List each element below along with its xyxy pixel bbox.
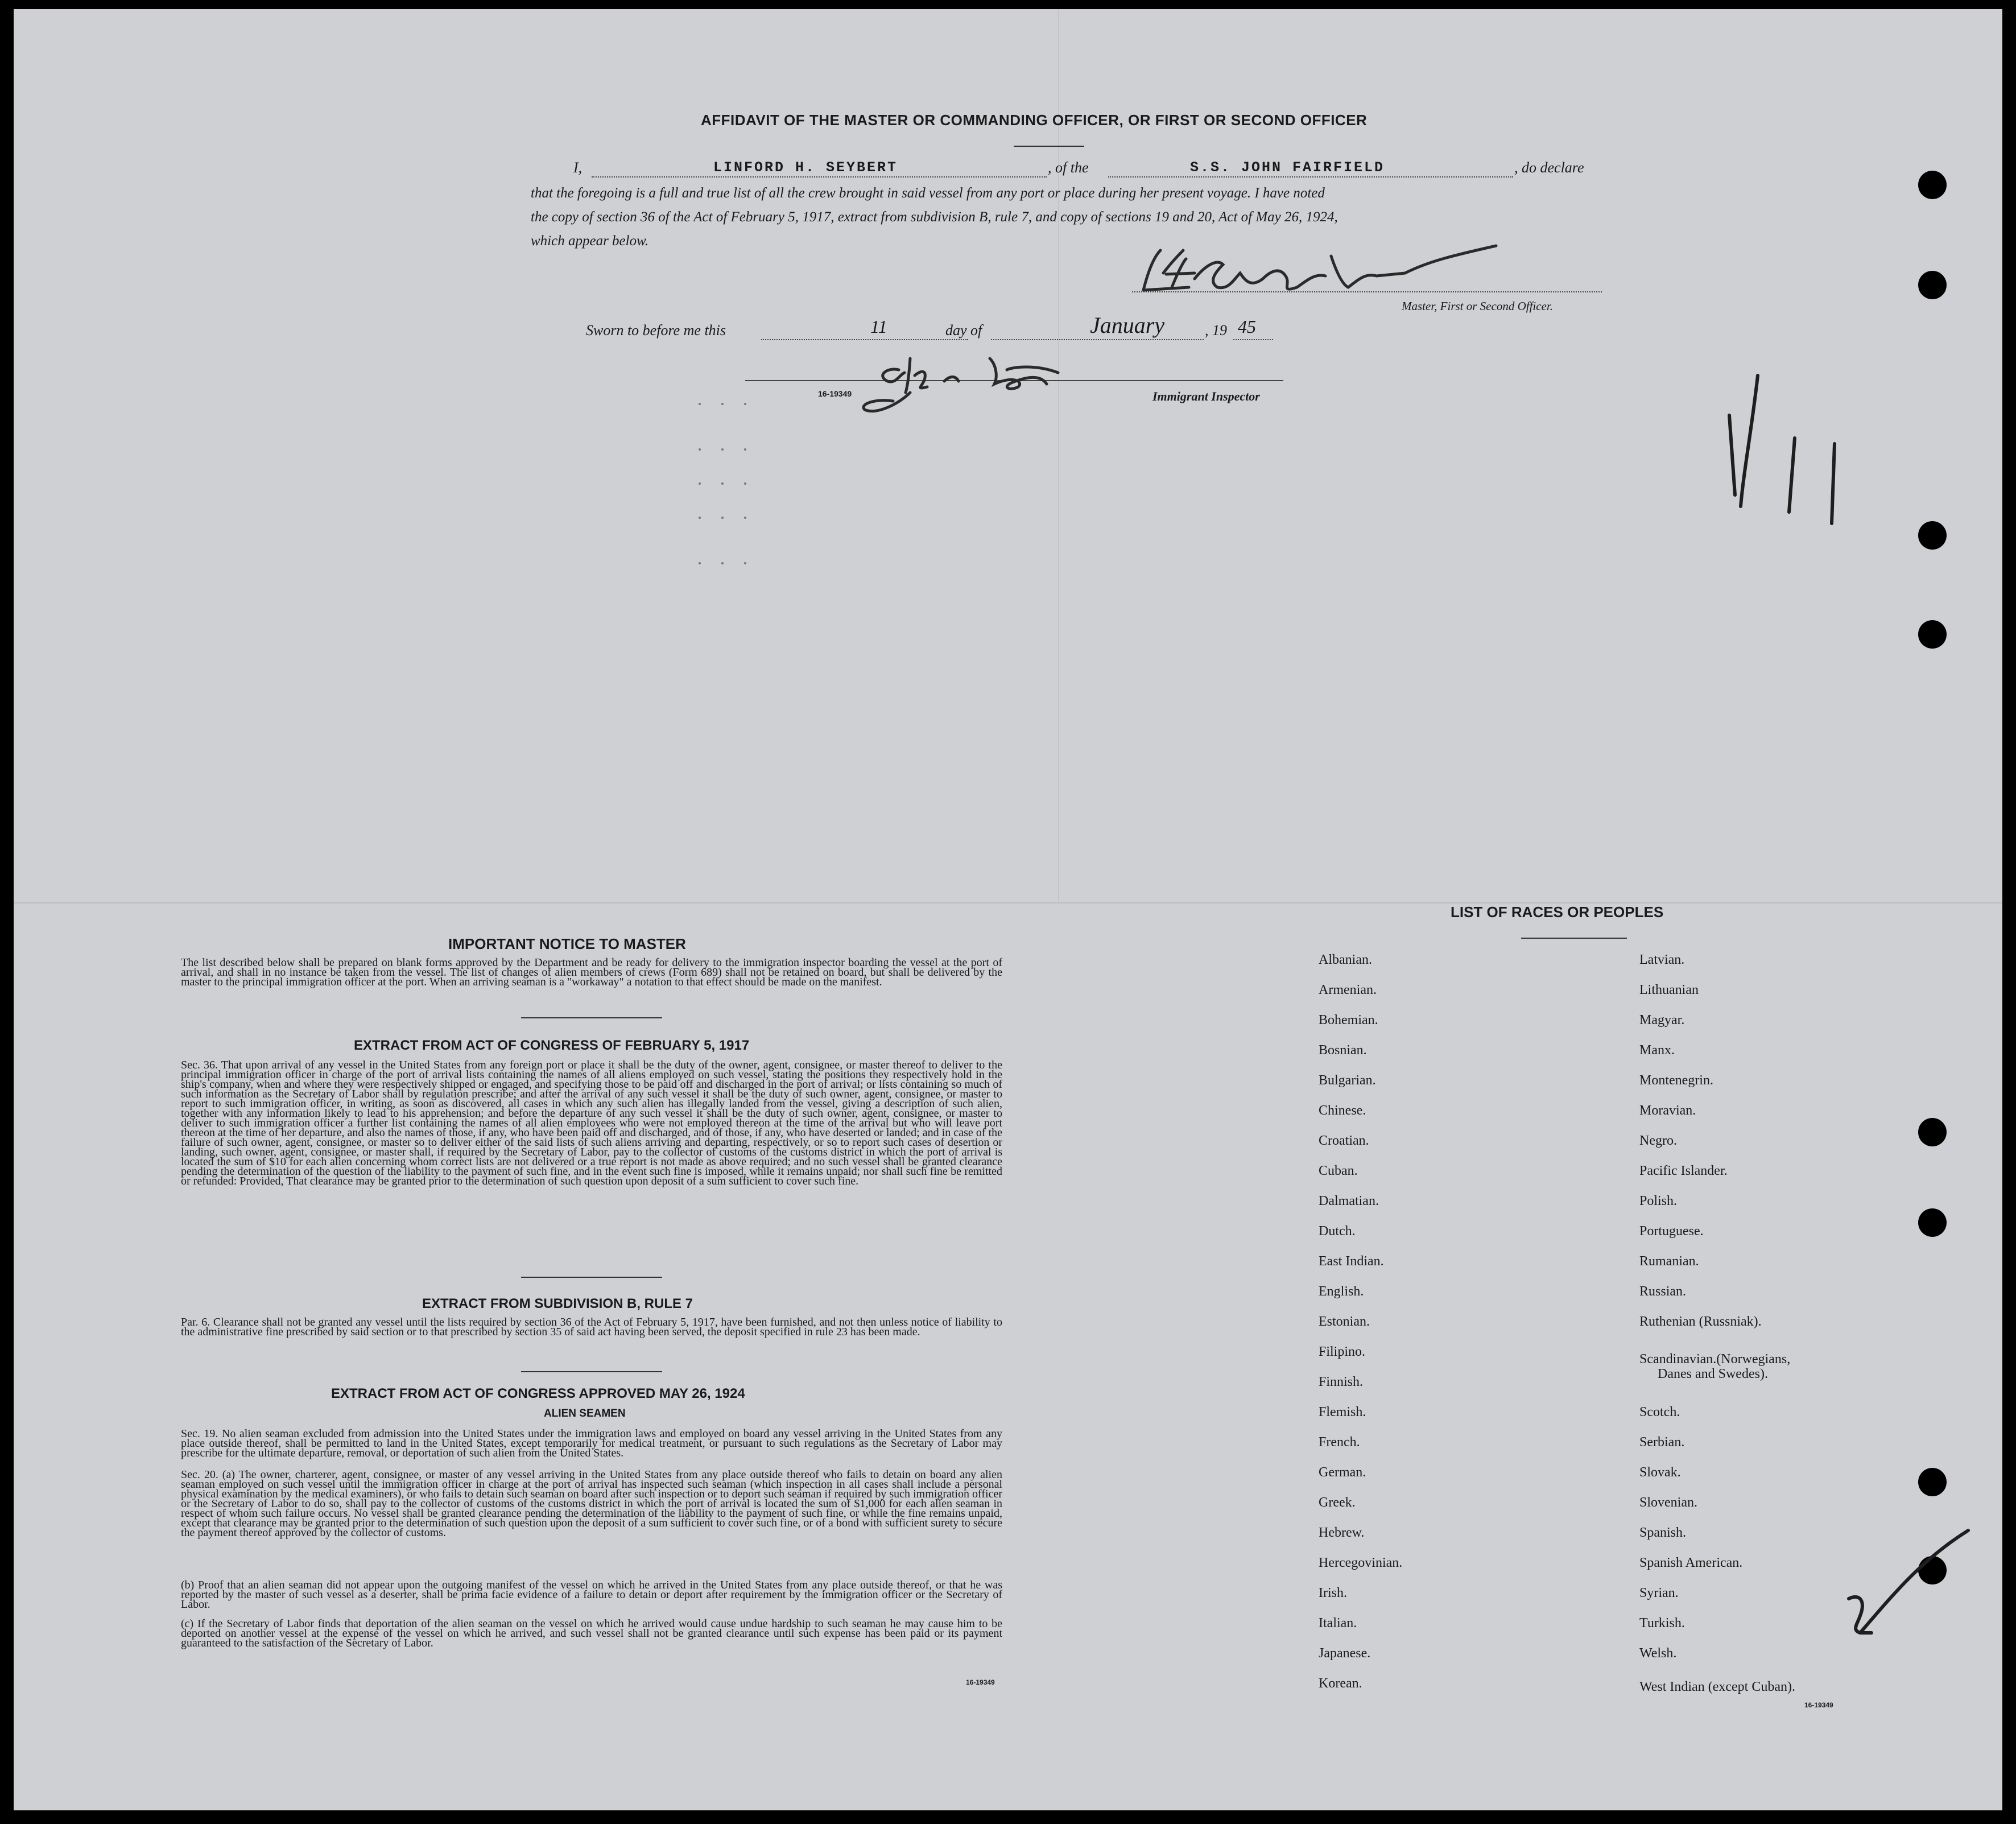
do-declare-label: , do declare: [1514, 159, 1584, 176]
binder-hole: [1918, 521, 1947, 550]
notice-title: IMPORTANT NOTICE TO MASTER: [448, 935, 686, 952]
race-item: Spanish American.: [1639, 1555, 1743, 1570]
sec20c-text: (c) If the Secretary of Labor finds that deportation of the alien seaman on the vessel on which he arrived would cause undue hardship to such seaman he may cause him to be deported on another vessel at the expense of the vessel on which he arrived, and such vessel shall not be granted clearance until such expense has been paid or its payment guaranteed to the satisfaction of the Secretary of Labor.: [181, 1617, 1002, 1649]
fold-line-vertical: [1058, 9, 1059, 902]
year-value: 45: [1238, 316, 1256, 337]
divider: [521, 1277, 662, 1278]
race-item: Pacific Islander.: [1639, 1163, 1728, 1178]
race-item: Lithuanian: [1639, 983, 1699, 997]
race-item: Filipino.: [1319, 1344, 1366, 1359]
race-item: Estonian.: [1319, 1314, 1370, 1329]
affidavit-line4: which appear below.: [531, 233, 649, 249]
binder-hole: [1918, 1468, 1947, 1496]
race-item: Hebrew.: [1319, 1525, 1365, 1540]
binder-hole: [1918, 271, 1947, 299]
inspector-signature: [842, 341, 1069, 421]
extract1-title: EXTRACT FROM ACT OF CONGRESS OF FEBRUARY 5, 1917: [354, 1038, 750, 1053]
race-item: Syrian.: [1639, 1586, 1679, 1600]
affidavit-form-number: 16-19349: [818, 389, 852, 398]
race-item: Montenegrin.: [1639, 1073, 1713, 1088]
races-title-underline: [1521, 938, 1627, 939]
race-item: Danes and Swedes).: [1658, 1367, 1768, 1381]
race-item: Latvian.: [1639, 952, 1685, 967]
binder-hole: [1918, 1118, 1947, 1146]
race-item: Hercegovinian.: [1319, 1555, 1403, 1570]
race-item: Rumanian.: [1639, 1254, 1699, 1269]
race-item: Japanese.: [1319, 1646, 1371, 1661]
race-item: Italian.: [1319, 1616, 1357, 1631]
race-item: Dalmatian.: [1319, 1194, 1379, 1208]
races-title: LIST OF RACES OR PEOPLES: [1451, 903, 1664, 921]
race-item: Manx.: [1639, 1043, 1675, 1058]
margin-annotation: [1718, 370, 1866, 540]
race-item: Moravian.: [1639, 1103, 1696, 1118]
race-item: Slovak.: [1639, 1465, 1681, 1480]
race-item: East Indian.: [1319, 1254, 1384, 1269]
race-item: Chinese.: [1319, 1103, 1366, 1118]
inspector-caption: Immigrant Inspector: [1152, 389, 1260, 403]
of-the-label: , of the: [1048, 159, 1089, 176]
race-item: Dutch.: [1319, 1224, 1356, 1239]
extract3-title: EXTRACT FROM ACT OF CONGRESS APPROVED MAY 26, 1924: [331, 1386, 745, 1401]
race-item: Turkish.: [1639, 1616, 1685, 1631]
race-item: Flemish.: [1319, 1405, 1366, 1419]
day-field: [761, 322, 968, 340]
race-item: Albanian.: [1319, 952, 1372, 967]
race-item: Welsh.: [1639, 1646, 1677, 1661]
check-mark: [1837, 1525, 1974, 1639]
race-item: Scandinavian.(Norwegians,: [1639, 1352, 1791, 1367]
race-item: Bosnian.: [1319, 1043, 1367, 1058]
affidavit-title: AFFIDAVIT OF THE MASTER OR COMMANDING OFFICER, OR FIRST OR SECOND OFFICER: [701, 112, 1368, 129]
race-item: English.: [1319, 1284, 1364, 1299]
binder-hole: [1918, 1208, 1947, 1237]
race-item: Serbian.: [1639, 1435, 1685, 1450]
race-item: Korean.: [1319, 1676, 1362, 1691]
affidavit-line1: [573, 159, 1597, 180]
officer-name: LINFORD H. SEYBERT: [713, 159, 898, 176]
day-of-label: day of: [945, 322, 982, 339]
master-caption: Master, First or Second Officer.: [1402, 299, 1553, 313]
race-item: Ruthenian (Russniak).: [1639, 1314, 1762, 1329]
day-value: 11: [870, 316, 887, 337]
title-underline: [1014, 146, 1084, 147]
extract2-body: Par. 6. Clearance shall not be granted any vessel until the lists required by section 36 of the Act of February 5, 1917, have been furnished, and not then unless notice of liability to the administrative fine prescribed by said section or to that prescribed by section 35 of said act having been served, the deposit specified in rule 23 has been made.: [181, 1316, 1002, 1338]
fold-line-horizontal: [14, 902, 2002, 903]
sec20a-text: Sec. 20. (a) The owner, charterer, agent, consignee, or master of any vessel arriving in the United States from any place outside thereof who fails to detain on board any alien seaman employed on such vessel until the immigration officer in charge at the port of arrival has inspected such seaman (which inspection in all cases shall include a personal physical examination by the medical examiners), or who fails to detain such seaman on board after such inspection or to deport such seaman if required by such immigration officer or the Secretary of Labor to do so, shall pay to the collector of customs of the customs district in which the port of arrival is located the sum of $1,000 for each alien seaman in respect of whom such failure occurs. No vessel shall be granted clearance pending the determination of the liability to the payment of such fine, or while the fine remains unpaid, except that clearance may be granted prior to the determination of such question upon the deposit of a sum sufficient to cover such fine, or of a bond with sufficient surety to secure the payment thereof approved by the collector of customs.: [181, 1468, 1002, 1539]
race-item: German.: [1319, 1465, 1366, 1480]
affidavit-line2: that the foregoing is a full and true list of all the crew brought in said vessel from any port or place during her present voyage. I have noted: [531, 185, 1325, 201]
race-item: Spanish.: [1639, 1525, 1687, 1540]
divider: [521, 1371, 662, 1372]
month-value: January: [1090, 312, 1165, 338]
race-item: Polish.: [1639, 1194, 1678, 1208]
sec20b-text: (b) Proof that an alien seaman did not appear upon the outgoing manifest of the vessel on which he arrived in the United States from any place outside thereof, or that he was reported by the master of such vessel as a deserter, shall be prima facie evidence of a failure to detain or deport after requirement by the immigration officer or the Secretary of Labor.: [181, 1579, 1002, 1611]
race-item: Slovenian.: [1639, 1495, 1697, 1510]
races-form-number: 16-19349: [1804, 1701, 1833, 1709]
race-item: Croatian.: [1319, 1133, 1369, 1148]
affidavit-line3: the copy of section 36 of the Act of February 5, 1917, extract from subdivision B, rule 7, and copy of sections 19 and 20, Act of May 26, 1924,: [531, 209, 1338, 225]
faint-dot-pattern: [688, 398, 757, 580]
notice-form-number: 16-19349: [966, 1678, 995, 1686]
race-item: Cuban.: [1319, 1163, 1358, 1178]
race-item: West Indian (except Cuban).: [1639, 1679, 1795, 1694]
race-item: Finnish.: [1319, 1375, 1364, 1389]
year-prefix: , 19: [1205, 322, 1227, 339]
race-item: French.: [1319, 1435, 1360, 1450]
sworn-prefix: Sworn to before me this: [586, 322, 726, 339]
race-item: Negro.: [1639, 1133, 1677, 1148]
race-item: Scotch.: [1639, 1405, 1680, 1419]
vessel-name: S.S. JOHN FAIRFIELD: [1190, 159, 1385, 176]
document-page: [14, 9, 2002, 1810]
race-item: Bulgarian.: [1319, 1073, 1376, 1088]
extract1-body: Sec. 36. That upon arrival of any vessel in the United States from any foreign port or place it shall be the duty of the owner, agent, consignee, or master thereof to deliver to the principal immigration officer in charge of the port of arrival lists containing the names of all aliens employed on such vessel, stating the positions they respectively hold in the ship's company, when and where they were respectively shipped or engaged, and specifying those to be paid off and discharged in the port of arrival; or lists containing so much of such information as the Secretary of Labor shall by regulation prescribe; and after the arrival of any such vessel it shall be the duty of such owner, agent, consignee, or master to report to such immigration officer, in writing, as soon as discovered, all cases in which any such alien has illegally landed from the vessel, giving a description of such alien, together with any information likely to lead to his apprehension; and before the departure of any such vessel it shall be the duty of such owner, agent, consignee, or master to deliver to such immigration officer a further list containing the names of all alien employees who were not employed thereon at the time of the arrival but who will leave port thereon at the time of her departure, and also the names of those, if any, who have been paid off and discharged, and of those, if any, who have deserted or landed; and in case of the failure of such owner, agent, consignee, or master so to deliver either of the said lists of such aliens arriving and departing, respectively, or so to report such cases of desertion or landing, such owner, agent, consignee, or master shall, if required by the Secretary of Labor, pay to the collector of customs of the customs district in which the port of arrival is located the sum of $10 for each alien concerning whom correct lists are not delivered or a true report is not made as above required; and no such vessel shall be granted clearance pending the determination of the question of the liability to the payment of such fine, and in the event such fine is imposed, while it remains unpaid; nor shall such fine be remitted or refunded: Provided, That clearance may be granted prior to the determination of such question upon deposit of a sum sufficient to cover such fine.: [181, 1059, 1002, 1187]
race-item: Russian.: [1639, 1284, 1687, 1299]
race-item: Portuguese.: [1639, 1224, 1704, 1239]
extract3-subtitle: ALIEN SEAMEN: [544, 1408, 626, 1419]
i-prefix: I,: [573, 159, 583, 176]
race-item: Greek.: [1319, 1495, 1356, 1510]
notice-body: The list described below shall be prepared on blank forms approved by the Department and be ready for delivery to the immigration inspector boarding the vessel at the port of arrival, and shall in no instance be taken from the vessel. The list of changes of alien members of crews (Form 689) shall not be retained on board, but shall be delivered by the master to the principal immigration officer at the port. When an arriving seaman is a "workaway" a notation to that effect should be made on the manifest.: [181, 956, 1002, 988]
race-item: Armenian.: [1319, 983, 1377, 997]
race-item: Bohemian.: [1319, 1013, 1378, 1027]
binder-hole: [1918, 171, 1947, 199]
sec19-text: Sec. 19. No alien seaman excluded from admission into the United States under the immigration laws and employed on board any vessel arriving in the United States from any place outside thereof, shall be permitted to land in the United States, except temporarily for medical treatment, or pursuant to such regulations as the Secretary of Labor may prescribe for the ultimate departure, removal, or deportation of such alien from the United States.: [181, 1427, 1002, 1459]
divider: [521, 1017, 662, 1018]
sworn-line: [586, 312, 1325, 342]
binder-hole: [1918, 620, 1947, 649]
extract2-title: EXTRACT FROM SUBDIVISION B, RULE 7: [422, 1296, 693, 1311]
race-item: Magyar.: [1639, 1013, 1685, 1027]
race-item: Irish.: [1319, 1586, 1347, 1600]
master-signature: [1109, 233, 1519, 302]
